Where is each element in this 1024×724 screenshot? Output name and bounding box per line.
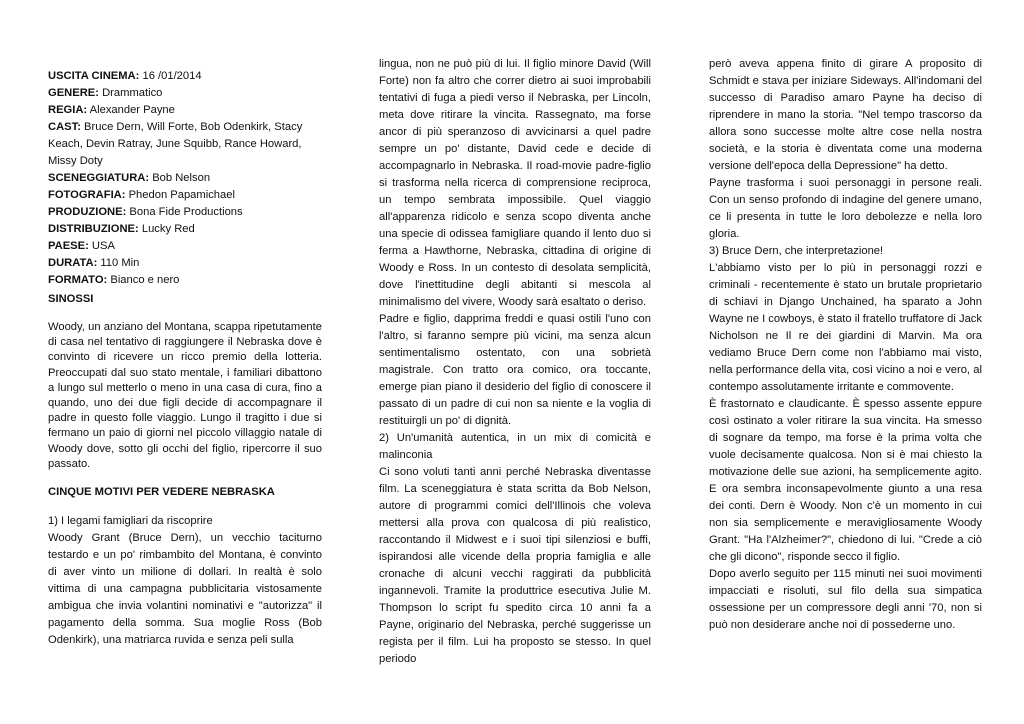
reason-2-heading: 2) Un'umanità autentica, in un mix di comicità e malinconia	[379, 432, 651, 461]
meta-cast: CAST: Bruce Dern, Will Forte, Bob Odenkirk, Stacy Keach, Devin Ratray, June Squibb, Rance Howard, Missy Doty	[48, 121, 303, 167]
paragraph: Padre e figlio, dapprima freddi e quasi ostili l'uno con l'altro, si faranno sempre più vicini, ma senza alcun sentimentalismo ostentato, con una sobrietà magistrale. Con tratto ora comico, ora toccante, emerge pian piano il desiderio del figlio di conoscere il passato di un padre di cui non sa niente e la voglia di restituirgli un po' di dignità.	[379, 313, 651, 427]
reason-1-text: Woody Grant (Bruce Dern), un vecchio taciturno testardo e un po' rimbambito del Montana, è convinto di aver vinto un milione di dollari. In realtà è solo vittima di una campagna pubblicitaria vistosamente ambigua che invia volantini nominativi e "autorizza" il pagamento della somma. Sua moglie Ross (Bob Odenkirk), una matriarca ruvida e senza peli sulla	[48, 532, 322, 647]
meta-photography: FOTOGRAFIA: Phedon Papamichael	[48, 189, 235, 201]
meta-genre: GENERE: Drammatico	[48, 87, 163, 99]
meta-country: PAESE: USA	[48, 240, 115, 252]
meta-production: PRODUZIONE: Bona Fide Productions	[48, 206, 243, 218]
column-middle	[379, 56, 651, 668]
meta-distribution: DISTRIBUZIONE: Lucky Red	[48, 223, 195, 235]
meta-director: REGIA: Alexander Payne	[48, 104, 175, 116]
reason-3-heading: 3) Bruce Dern, che interpretazione!	[709, 245, 884, 257]
paragraph: L'abbiamo visto per lo più in personaggi rozzi e criminali - recentemente è stato un brutale proprietario di schiavi in Django Unchained, ha sparato a John Wayne ne I cowboys, è stato il fratello truffatore di Jack Nicholson ne Il re dei giardini di Marvin. Ma ora vediamo Bruce Dern come non l'abbiamo mai visto, nella performance della vita, così vicino a noi e vero, al contempo assolutamente irritante e commovente.	[709, 262, 982, 393]
paragraph: Dopo averlo seguito per 115 minuti nei suoi movimenti impacciati e risoluti, sul filo della sua simpatica ossessione per un compressore degli anni '70, non si può non desiderare anche noi di possederne uno.	[709, 568, 982, 631]
meta-duration: DURATA: 110 Min	[48, 257, 140, 269]
meta-screenplay: SCENEGGIATURA: Bob Nelson	[48, 172, 211, 184]
paragraph: però aveva appena finito di girare A proposito di Schmidt e stava per iniziare Sideways. All'indomani del successo di Paradiso amaro Payne ha deciso di riprendere in mano la storia. "Nel tempo trascorso da allora sono successe molte altre cose nella nostra società, e la storia è diventata come una moderna versione dell'epoca della Depressione" ha detto.	[709, 58, 982, 172]
paragraph: Ci sono voluti tanti anni perché Nebraska diventasse film. La sceneggiatura è stata scritta da Bob Nelson, autore di programmi comici dell'Illinois che voleva mettersi alla prova con qualcosa di più realistico, raccontando il Midwest e i suoi tipi silenziosi e buffi, ispirandosi alle vicende della propria famiglia e alle cronache di alcuni vecchi raggirati da pubblicità ingannevoli. Tramite la produttrice esecutiva Julie M. Thompson lo script fu spedito circa 10 anni fa a Payne, originario del Nebraska, perché suggerisse un regista per il film. Lui ha proposto se stesso. In quel periodo	[379, 466, 651, 665]
reason-1-heading: 1) I legami famigliari da riscoprire	[48, 515, 213, 528]
paragraph: Payne trasforma i suoi personaggi in persone reali. Con un senso profondo di indagine del genere umano, ce li presenta in tutte le loro debolezze e nella loro gloria.	[709, 177, 982, 240]
paragraph: È frastornato e claudicante. È spesso assente eppure così ostinato a voler ritirare la sua vincita. Ha smesso di sognare da tempo, ma forse è la prima volta che vuole decisamente qualcosa. Non si è mai chiesto la motivazione delle sue azioni, ha semplicemente agito. E ora sembra inconsapevolmente giunto a una resa dei conti. Dern è Woody. Non c'è un momento in cui non sia semplicemente e meravigliosamente Woody Grant. "Ha l'Alzheimer?", chiedono di lui. "Crede a ciò che gli dicono", risponde secco il figlio.	[709, 398, 982, 563]
column-right	[709, 56, 982, 634]
meta-release: USCITA CINEMA: 16 /01/2014	[48, 70, 202, 82]
meta-format: FORMATO: Bianco e nero	[48, 274, 180, 286]
reasons-heading: CINQUE MOTIVI PER VEDERE NEBRASKA	[48, 486, 275, 499]
paragraph: lingua, non ne può più di lui. Il figlio minore David (Will Forte) non fa altro che correr dietro ai suoi improbabili tentativi di fuga a piedi verso il Nebraska, per Lincoln, meta dove ritirare la vincita. Rassegnato, ma forse ancor di più speranzoso di avvicinarsi a quel padre sempre un po' distante, David cede e decide di accompagnarlo in Nebraska. Il road-movie padre-figlio si trasforma nella ricerca di comprensione reciproca, un tempo sembrata impossibile. Quel viaggio all'apparenza ridicolo e senza scopo diventa anche una specie di odissea famigliare quando il lento duo si ferma a Hawthorne, Nebraska, cittadina di origine di Woody e Ross. In un contesto di desolata semplicità, dove l'inettitudine degli abitanti si mescola al minimalismo del vivere, Woody sarà esaltato o deriso.	[379, 58, 651, 308]
film-metadata	[48, 68, 322, 289]
column-left	[48, 68, 322, 649]
synopsis-text: Woody, un anziano del Montana, scappa ripetutamente di casa nel tentativo di raggiungere il Nebraska dove è convinto di ricevere un ricco premio della lotteria. Preoccupati dal suo stato mentale, i familiari dibattono a lungo sul metterlo o meno in una casa di cura, fino a quando, uno dei due figli decide di accompagnare il padre in questo folle viaggio. Lungo il tragitto i due si fermano un paio di giorni nel piccolo villaggio natale di Woody dove, sotto gli occhi del figlio, ripercorre il suo passato.	[48, 321, 322, 470]
synopsis-heading: SINOSSI	[48, 293, 94, 305]
